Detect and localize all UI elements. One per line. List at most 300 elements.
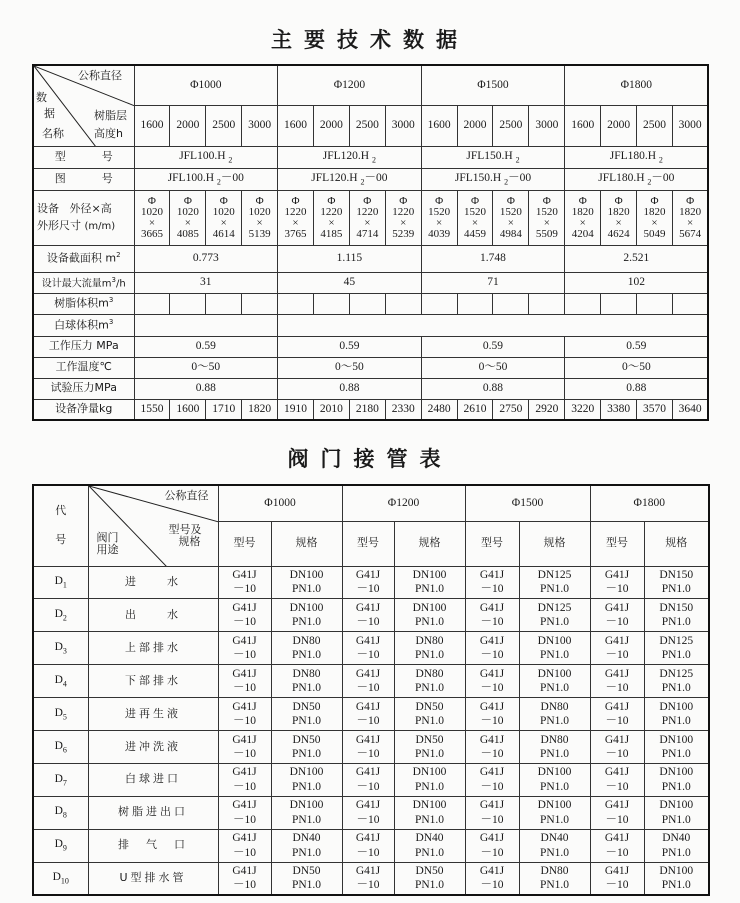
- valve-dn: DN50: [292, 864, 321, 877]
- corner-label-diameter: 公称直径: [164, 489, 209, 502]
- valve-code-subscript: 6: [62, 744, 67, 754]
- valve-pn: PN1.0: [661, 649, 691, 662]
- valve-code-subscript: 10: [60, 876, 69, 886]
- valve-pn: PN1.0: [539, 747, 570, 760]
- valve-model: G41J: [479, 634, 505, 647]
- valve-pn: PN1.0: [539, 846, 570, 859]
- model-cell: [565, 146, 709, 168]
- valve-model: G41J: [479, 601, 505, 614]
- dimension-phi: Φ: [542, 194, 551, 207]
- dimension-d: 1520: [464, 205, 487, 218]
- valve-spec-cell: [271, 730, 342, 763]
- dimension-phi: Φ: [147, 194, 156, 207]
- valve-pn: PN1.0: [414, 780, 445, 793]
- valve-model-cell: [218, 566, 271, 599]
- valve-model: G41J: [479, 766, 505, 779]
- group-header: Φ1000: [134, 65, 278, 105]
- valve-model: G41J: [355, 864, 381, 877]
- valve-dn: DN100: [537, 799, 572, 812]
- subheader-spec: 规格: [271, 521, 342, 566]
- valve-row: [33, 632, 709, 665]
- valve-spec-cell: [271, 829, 342, 862]
- valve-pressure-class: －10: [480, 682, 504, 695]
- dimension-x: ×: [400, 216, 407, 229]
- corner-label-spec: 规格: [178, 535, 201, 548]
- subheader-model: 型号: [590, 521, 644, 566]
- dimension-cell: [313, 190, 349, 245]
- valve-purpose: 下部排水: [88, 665, 218, 698]
- model-value: JFL150.H: [466, 149, 513, 162]
- area-value: 0.773: [134, 245, 278, 272]
- temperature-value: 0～50: [565, 357, 709, 378]
- valve-code-subscript: 2: [62, 613, 67, 623]
- valve-spec-cell: [394, 829, 465, 862]
- dimension-d: 1220: [320, 205, 343, 218]
- dimension-x: ×: [220, 216, 227, 229]
- table1-title: 主要技术数据: [271, 28, 469, 52]
- valve-spec-cell: [394, 665, 465, 698]
- valve-model-cell: [465, 566, 519, 599]
- valve-pn: PN1.0: [291, 813, 322, 826]
- valve-model: G41J: [232, 601, 257, 614]
- valve-pn: PN1.0: [291, 747, 322, 760]
- dimension-h: 5674: [679, 227, 702, 240]
- valve-model: G41J: [232, 864, 257, 877]
- drawing-prefix: JFL100.H: [167, 171, 215, 184]
- valve-pressure-class: －10: [356, 616, 380, 629]
- valve-spec-cell: [519, 566, 590, 599]
- valve-code: D: [54, 673, 63, 686]
- dimension-phi: Φ: [327, 194, 336, 207]
- dimension-cell: [637, 190, 673, 245]
- valve-dn: DN40: [662, 832, 691, 845]
- valve-model: G41J: [604, 766, 630, 779]
- resin-height-cell: 1600: [278, 105, 314, 146]
- valve-code-cell: [33, 632, 88, 665]
- valve-pn: PN1.0: [414, 583, 445, 596]
- valve-spec-cell: [394, 763, 465, 796]
- valve-pressure-class: －10: [356, 649, 380, 662]
- valve-pressure-class: －10: [605, 715, 629, 727]
- valve-model-cell: [218, 730, 271, 763]
- valve-pn: PN1.0: [539, 715, 570, 727]
- dimension-phi: Φ: [614, 194, 623, 207]
- valve-model-cell: [465, 665, 519, 698]
- valve-spec-cell: [394, 698, 465, 731]
- valve-dn: DN40: [415, 832, 444, 845]
- resin-volume-empty-cell: [421, 293, 457, 314]
- dimension-d: 1520: [499, 205, 522, 218]
- valve-pressure-class: －10: [605, 583, 629, 596]
- valve-model: G41J: [232, 667, 257, 680]
- weight-cell: 2750: [493, 399, 529, 420]
- dimension-d: 1520: [428, 205, 451, 218]
- valve-pressure-class: －10: [480, 747, 504, 760]
- valve-spec-cell: [271, 763, 342, 796]
- technical-data-table: [32, 64, 709, 421]
- valve-model: G41J: [355, 700, 381, 713]
- dims-label-line2: [37, 218, 134, 235]
- valve-code-cell: [33, 763, 88, 796]
- ball-volume-row-label: [33, 314, 134, 336]
- ball-volume-empty: [278, 314, 709, 336]
- valve-pressure-class: －10: [233, 616, 256, 629]
- resin-height-cell: 2500: [349, 105, 385, 146]
- dimension-x: ×: [651, 216, 658, 229]
- valve-purpose: 白球进口: [88, 763, 218, 796]
- label-part: 外径×高: [69, 202, 112, 215]
- valve-pn: PN1.0: [661, 813, 691, 826]
- valve-code: D: [54, 838, 63, 851]
- weight-cell: 2180: [349, 399, 385, 420]
- valve-dn: DN50: [415, 864, 444, 877]
- valve-row: [33, 829, 709, 862]
- dimension-x: ×: [328, 216, 335, 229]
- valve-code-cell: [33, 665, 88, 698]
- label-part: 外形尺寸: [37, 218, 81, 232]
- valve-model: G41J: [479, 864, 505, 877]
- valve-dn: DN50: [292, 733, 321, 746]
- valve-code: D: [54, 739, 63, 752]
- valve-spec-cell: [519, 730, 590, 763]
- resin-height-cell: 3000: [385, 105, 421, 146]
- weight-cell: 2920: [529, 399, 565, 420]
- valve-dn: DN100: [412, 601, 447, 614]
- valve-spec-cell: [394, 796, 465, 829]
- valve-pressure-class: －10: [233, 846, 256, 859]
- dimension-phi: Φ: [291, 194, 300, 207]
- drawing-suffix: －00: [364, 171, 388, 184]
- valve-pressure-class: －10: [605, 649, 629, 662]
- valve-code-cell: [33, 599, 88, 632]
- dimension-cell: [565, 190, 601, 245]
- resin-volume-empty-cell: [385, 293, 421, 314]
- model-value: JFL120.H: [322, 149, 370, 162]
- valve-model: G41J: [604, 799, 630, 812]
- corner-label-valve: 阀门: [96, 531, 119, 544]
- valve-dn: DN80: [540, 700, 569, 713]
- dimension-x: ×: [184, 216, 191, 229]
- subscript: 2: [658, 155, 663, 165]
- dimension-phi: Φ: [219, 194, 228, 207]
- valve-model-cell: [465, 698, 519, 731]
- valve-pn: PN1.0: [539, 682, 570, 695]
- valve-model-cell: [590, 698, 644, 731]
- weight-cell: 3380: [601, 399, 637, 420]
- drawing-number-cell: [134, 168, 278, 190]
- valve-spec-cell: [394, 599, 465, 632]
- superscript: 2: [116, 251, 121, 260]
- valve-purpose: 树脂进出口: [88, 796, 218, 829]
- valve-pressure-class: －10: [356, 715, 380, 727]
- valve-dn: DN125: [537, 569, 572, 582]
- valve-pn: PN1.0: [661, 682, 691, 695]
- valve-row: [33, 730, 709, 763]
- valve-model: G41J: [232, 700, 257, 713]
- dimension-d: 1520: [535, 205, 558, 218]
- valve-model: G41J: [479, 733, 505, 746]
- test-pressure-value: 0.88: [134, 378, 278, 399]
- drawing-suffix: －00: [651, 171, 675, 184]
- valve-pn: PN1.0: [414, 616, 445, 629]
- valve-code-subscript: 5: [62, 712, 67, 722]
- dimension-h: 4459: [464, 227, 487, 240]
- valve-model: G41J: [604, 864, 630, 877]
- dimension-d: 1020: [140, 205, 163, 218]
- valve-model-cell: [218, 632, 271, 665]
- valve-model: G41J: [232, 766, 257, 779]
- resin-volume-empty-cell: [242, 293, 278, 314]
- label-text: 白球体积m: [54, 318, 109, 332]
- valve-row: [33, 599, 709, 632]
- valve-model-cell: [342, 632, 394, 665]
- drawing-number-cell: [278, 168, 422, 190]
- model-cell: [421, 146, 565, 168]
- valve-model: G41J: [355, 799, 381, 812]
- corner-label-diameter: 公称直径: [78, 69, 122, 82]
- valve-code-cell: [33, 829, 88, 862]
- group-header: Φ1800: [590, 485, 709, 521]
- table1-corner-header: [33, 65, 134, 146]
- subscript: 2: [216, 177, 221, 187]
- valve-model-cell: [218, 698, 271, 731]
- valve-pn: PN1.0: [661, 583, 691, 596]
- valve-pressure-class: －10: [605, 846, 629, 859]
- valve-model-cell: [590, 599, 644, 632]
- test-pressure-row-label: 试验压力MPa: [33, 378, 134, 399]
- valve-pn: PN1.0: [414, 715, 445, 727]
- valve-model: G41J: [355, 733, 381, 746]
- dimension-cell: [170, 190, 206, 245]
- valve-pressure-class: －10: [605, 879, 629, 892]
- dimension-d: 1820: [607, 205, 630, 218]
- valve-code-cell: [33, 566, 88, 599]
- resin-volume-empty-cell: [672, 293, 708, 314]
- valve-pressure-class: －10: [480, 879, 504, 892]
- weight-cell: 1600: [170, 399, 206, 420]
- valve-code-cell: [33, 698, 88, 731]
- valve-pn: PN1.0: [291, 715, 322, 727]
- weight-row-label: 设备净量kg: [33, 399, 134, 420]
- valve-pn: PN1.0: [414, 682, 445, 695]
- subscript: 2: [360, 177, 365, 187]
- superscript: 3: [108, 317, 114, 326]
- valve-spec-cell: [644, 796, 709, 829]
- valve-pressure-class: －10: [356, 682, 380, 695]
- resin-height-cell: 1600: [565, 105, 601, 146]
- dimension-d: 1820: [571, 205, 594, 218]
- pressure-row-label: 工作压力 MPa: [33, 336, 134, 357]
- weight-cell: 3640: [672, 399, 708, 420]
- valve-model: G41J: [479, 700, 505, 713]
- valve-spec-cell: [519, 829, 590, 862]
- valve-code: D: [54, 772, 63, 785]
- valve-model-cell: [465, 862, 519, 895]
- valve-spec-cell: [644, 665, 709, 698]
- superscript: 3: [108, 296, 114, 305]
- label-text: 树脂体积m: [54, 297, 109, 310]
- dimension-h: 4614: [212, 227, 235, 240]
- label-text: 设计最大流量m: [41, 277, 112, 289]
- valve-spec-cell: [519, 862, 590, 895]
- temperature-value: 0～50: [278, 357, 422, 378]
- label-part: 型: [54, 149, 66, 163]
- valve-model: G41J: [604, 634, 630, 647]
- valve-spec-cell: [519, 665, 590, 698]
- drawing-suffix: －00: [220, 171, 244, 184]
- valve-model: G41J: [479, 569, 505, 582]
- valve-model-cell: [590, 632, 644, 665]
- valve-spec-cell: [644, 632, 709, 665]
- dimension-h: 4085: [176, 227, 199, 240]
- corner-label-data-2: 据: [44, 107, 55, 120]
- group-header: Φ1200: [342, 485, 465, 521]
- model-value: JFL100.H: [179, 149, 226, 162]
- valve-model-cell: [590, 862, 644, 895]
- valve-dn: DN100: [537, 667, 572, 680]
- model-cell: [134, 146, 278, 168]
- temperature-value: 0～50: [421, 357, 565, 378]
- valve-model-cell: [342, 566, 394, 599]
- dimension-x: ×: [364, 216, 371, 229]
- area-value: 2.521: [565, 245, 709, 272]
- valve-pressure-class: －10: [356, 879, 380, 892]
- resin-volume-empty-cell: [170, 293, 206, 314]
- resin-height-cell: 2000: [313, 105, 349, 146]
- flow-value: 71: [421, 272, 565, 293]
- valve-row: [33, 698, 709, 731]
- dimension-cell: [493, 190, 529, 245]
- dimension-h: 4714: [356, 227, 379, 240]
- valve-spec-cell: [644, 599, 709, 632]
- valve-pn: PN1.0: [661, 747, 691, 760]
- resin-volume-empty-cell: [313, 293, 349, 314]
- superscript: 3: [111, 275, 116, 284]
- valve-dn: DN100: [412, 799, 447, 812]
- valve-model-cell: [342, 829, 394, 862]
- dimension-cell: [672, 190, 708, 245]
- valve-dn: DN50: [415, 733, 444, 746]
- valve-pn: PN1.0: [414, 747, 445, 760]
- dimension-d: 1220: [356, 205, 379, 218]
- code-header-char: 代: [55, 504, 67, 518]
- valve-pn: PN1.0: [291, 879, 322, 892]
- drawing-suffix: －00: [508, 171, 532, 184]
- valve-model-cell: [465, 632, 519, 665]
- valve-dn: DN150: [659, 569, 694, 582]
- pressure-value: 0.59: [134, 336, 278, 357]
- valve-dn: DN80: [415, 667, 444, 680]
- valve-spec-cell: [271, 698, 342, 731]
- drawing-number-cell: [421, 168, 565, 190]
- valve-row: [33, 566, 709, 599]
- valve-code-subscript: 8: [62, 810, 67, 820]
- dimension-x: ×: [256, 216, 263, 229]
- resin-height-cell: 3000: [242, 105, 278, 146]
- resin-volume-empty-cell: [349, 293, 385, 314]
- valve-dn: DN100: [537, 766, 572, 779]
- valve-row: [33, 763, 709, 796]
- valve-spec-cell: [644, 829, 709, 862]
- valve-model: G41J: [232, 634, 257, 647]
- valve-pressure-class: －10: [605, 780, 629, 793]
- valve-pressure-class: －10: [233, 879, 256, 892]
- valve-spec-cell: [394, 632, 465, 665]
- valve-row: [33, 796, 709, 829]
- dimension-h: 4185: [320, 227, 343, 240]
- valve-code-subscript: 7: [62, 777, 67, 787]
- valve-spec-cell: [394, 730, 465, 763]
- valve-pressure-class: －10: [480, 813, 504, 826]
- valve-pn: PN1.0: [291, 780, 322, 793]
- valve-model: G41J: [355, 667, 381, 680]
- dimension-cell: [457, 190, 493, 245]
- valve-pressure-class: －10: [233, 583, 256, 596]
- valve-dn: DN100: [289, 766, 324, 779]
- table2-title: 阀门接管表: [287, 447, 453, 471]
- valve-model: G41J: [355, 601, 381, 614]
- flow-value: 102: [565, 272, 709, 293]
- valve-purpose: 进再生液: [88, 698, 218, 731]
- valve-pn: PN1.0: [661, 846, 691, 859]
- valve-pn: PN1.0: [661, 879, 691, 892]
- valve-code: D: [54, 706, 63, 719]
- valve-model: G41J: [604, 832, 630, 845]
- dimension-x: ×: [471, 216, 479, 229]
- dimension-phi: Φ: [506, 194, 515, 207]
- dimension-phi: Φ: [686, 194, 695, 207]
- flow-value: 45: [278, 272, 422, 293]
- dimension-cell: [421, 190, 457, 245]
- dimension-phi: Φ: [183, 194, 192, 207]
- resin-volume-empty-cell: [457, 293, 493, 314]
- label-unit: /h: [116, 277, 126, 289]
- subheader-spec: 规格: [644, 521, 709, 566]
- valve-spec-cell: [271, 862, 342, 895]
- subheader-spec: 规格: [394, 521, 465, 566]
- valve-model-cell: [342, 665, 394, 698]
- valve-dn: DN40: [540, 832, 569, 845]
- valve-pressure-class: －10: [233, 813, 256, 826]
- corner-label-usage: 用途: [96, 543, 119, 556]
- drawing-prefix: JFL180.H: [598, 171, 645, 184]
- dimension-x: ×: [615, 216, 622, 229]
- valve-dn: DN100: [289, 799, 324, 812]
- corner-label-height: 高度h: [94, 127, 123, 140]
- code-header-char: 号: [55, 532, 67, 546]
- subscript: 2: [504, 177, 509, 187]
- dims-label-line1: [37, 201, 134, 218]
- dimension-d: 1020: [176, 205, 199, 218]
- label-part: 图: [54, 171, 66, 185]
- resin-height-cell: 2500: [493, 105, 529, 146]
- valve-spec-cell: [519, 796, 590, 829]
- valve-model: G41J: [604, 667, 630, 680]
- weight-cell: 2010: [313, 399, 349, 420]
- dimension-cell: [529, 190, 565, 245]
- resin-height-cell: 2000: [601, 105, 637, 146]
- valve-model-cell: [342, 862, 394, 895]
- dimension-cell: [349, 190, 385, 245]
- dimension-phi: Φ: [435, 194, 444, 207]
- valve-spec-cell: [271, 665, 342, 698]
- flow-row-label: [33, 272, 134, 293]
- valve-model-cell: [342, 796, 394, 829]
- test-pressure-value: 0.88: [421, 378, 565, 399]
- valve-model: G41J: [355, 569, 381, 582]
- valve-code: D: [54, 640, 63, 653]
- group-header: Φ1500: [421, 65, 565, 105]
